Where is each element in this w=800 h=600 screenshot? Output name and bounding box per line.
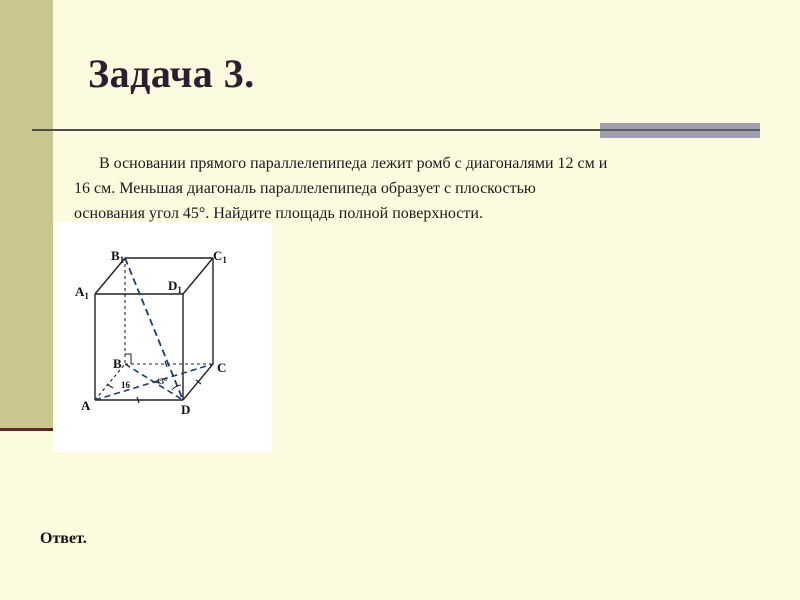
label-d: D bbox=[181, 402, 191, 417]
title-divider bbox=[32, 129, 602, 131]
label-b1: $B_1$ bbox=[111, 248, 125, 265]
slide-title: Задача 3. bbox=[88, 51, 255, 96]
label-c: C bbox=[217, 360, 227, 375]
parallelepiped-drawing bbox=[53, 222, 272, 452]
label-length-16: 16 bbox=[121, 380, 130, 390]
diagonal-b-d bbox=[125, 364, 183, 400]
tick-ab bbox=[107, 384, 113, 388]
problem-line-3: основания угол 45°. Найдите площадь полной поверхности. bbox=[74, 205, 483, 222]
label-b: B bbox=[113, 356, 122, 371]
label-angle-45: 45° bbox=[156, 377, 168, 386]
label-d1: $D_1$ bbox=[168, 278, 182, 295]
label-a: A bbox=[81, 398, 91, 413]
label-c1: $C_1$ bbox=[213, 248, 227, 265]
problem-statement bbox=[74, 151, 774, 226]
right-angle-mark bbox=[125, 354, 131, 364]
angle-arc bbox=[172, 385, 181, 390]
answer-label: Ответ. bbox=[40, 530, 87, 547]
divider-accent-line bbox=[600, 129, 760, 131]
edge-c1-d1 bbox=[183, 258, 213, 294]
side-accent-bar bbox=[0, 0, 53, 428]
problem-line-1: В основании прямого параллелепипеда лежит ромб с диагоналями 12 см и bbox=[99, 155, 608, 172]
side-accent-bar-edge bbox=[0, 428, 53, 431]
problem-line-2: 16 см. Меньшая диагональ параллелепипеда образует с плоскостью bbox=[74, 180, 536, 197]
parallelepiped-figure bbox=[53, 222, 272, 452]
label-a1: $A_1$ bbox=[75, 284, 89, 301]
